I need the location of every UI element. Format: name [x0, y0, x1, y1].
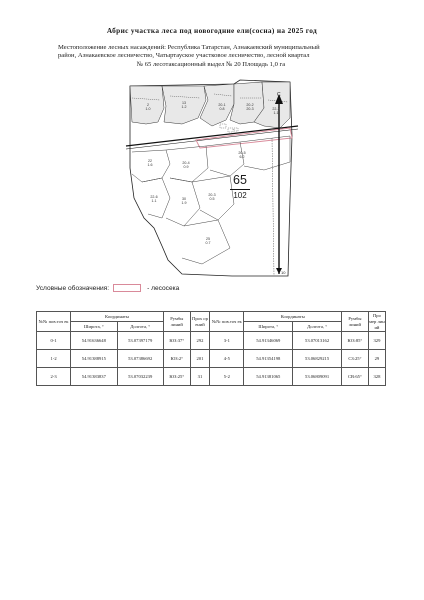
- north-label: С: [277, 92, 281, 98]
- legend-item: - лесосека: [147, 284, 180, 292]
- cell-point: 2-3: [37, 368, 71, 386]
- table-row: [37, 350, 386, 368]
- quarter-number: 65: [233, 173, 247, 187]
- cell-longitude-2: 53.06809091: [293, 368, 342, 386]
- parcel-label-c: 20-1 0.8: [218, 103, 226, 111]
- parcel-label-e: 22-3 1.1: [272, 107, 280, 115]
- cell-rhumb-2: СЗ:25°: [341, 350, 368, 368]
- arrow-number: 10: [281, 270, 286, 275]
- cell-rhumb: ЮЗ:25°: [163, 368, 190, 386]
- cell-latitude: 54.91388915: [71, 350, 117, 368]
- header-latitude: Широта, °: [71, 322, 117, 332]
- parcel-label-d: 20-2 20-3: [246, 103, 254, 111]
- header-rhumb: Румбы линий: [163, 312, 190, 332]
- cell-length: 201: [190, 350, 210, 368]
- cell-latitude-2: 54.91381065: [244, 368, 293, 386]
- cell-point: 0-1: [37, 332, 71, 350]
- cell-latitude: 54.91383837: [71, 368, 117, 386]
- cell-latitude: 54.91636648: [71, 332, 117, 350]
- parcel-label-b: 13 1.2: [181, 101, 187, 109]
- cell-point-2: 4-5: [210, 350, 244, 368]
- cell-rhumb-2: ЮЗ:85°: [341, 332, 368, 350]
- parcel-label-f: 22 1.6: [147, 159, 153, 167]
- header-point-no: №№ пов.точ ек: [37, 312, 71, 332]
- cell-rhumb: ЮЗ:2°: [163, 350, 190, 368]
- parcel-label-h: 20-5 6.2: [238, 151, 246, 159]
- cell-latitude-2: 54.91346069: [244, 332, 293, 350]
- header-longitude: Долгота, °: [117, 322, 163, 332]
- legend-swatch: [113, 284, 141, 292]
- location-description: [58, 44, 364, 69]
- header-coordinates: Координаты: [71, 312, 164, 322]
- cell-longitude: 53.07386692: [117, 350, 163, 368]
- parcel-label-a: 2 1.0: [145, 103, 151, 111]
- cell-point-2: 5-2: [210, 368, 244, 386]
- table-row: [37, 332, 386, 350]
- quarter-area: 102: [233, 191, 247, 200]
- quarter-fraction-line: [230, 189, 250, 190]
- cell-longitude: 53.07397179: [117, 332, 163, 350]
- cell-longitude-2: 53.07013162: [293, 332, 342, 350]
- right-strip: [272, 138, 274, 276]
- cell-length: 292: [190, 332, 210, 350]
- cell-rhumb-2: СВ:65°: [341, 368, 368, 386]
- header-latitude-2: Широта, °: [244, 322, 293, 332]
- parcel-label-j: 30 1.9: [181, 197, 187, 205]
- forest-plot-map: [122, 78, 302, 278]
- plot-lesoseka-outline: [196, 128, 292, 148]
- cell-longitude-2: 53.06829215: [293, 350, 342, 368]
- cell-point: 1-2: [37, 350, 71, 368]
- table-row: [37, 368, 386, 386]
- header-rhumb-2: Румбы линий: [341, 312, 368, 332]
- header-length: Прох ор ений: [190, 312, 210, 332]
- legend: [36, 284, 179, 292]
- location-line-3: № 65 лесотаксационный выдел № 20 Площадь 1,0 га: [136, 60, 286, 68]
- cell-latitude-2: 54.91354198: [244, 350, 293, 368]
- header-longitude-2: Долгота, °: [293, 322, 342, 332]
- parcel-label-g: 20-4 0.9: [182, 161, 190, 169]
- cell-longitude: 53.07032239: [117, 368, 163, 386]
- header-point-no-2: №№ пов.точ ек: [210, 312, 244, 332]
- cell-length-2: 328: [368, 368, 385, 386]
- header-length-2: Про мер лин ий: [369, 312, 385, 330]
- legend-label: Условные обозначения:: [36, 284, 110, 292]
- document-title: Абрис участка леса под новогодние ели(сосна) на 2025 год: [106, 26, 318, 35]
- parcel-label-i: 22-6 1.1: [150, 195, 158, 203]
- location-line-1: Местоположение лесных насаждений: Республика Татарстан, Азнакаевский муниципальный: [58, 44, 320, 51]
- parcel-label-l: 25 0.7: [205, 237, 211, 245]
- cell-point-2: 3-1: [210, 332, 244, 350]
- cell-length-2: 329: [368, 332, 385, 350]
- cell-rhumb: ЮЗ:37°: [163, 332, 190, 350]
- header-coordinates-2: Координаты: [244, 312, 342, 322]
- parcel-label-k: 20-3 0.5: [208, 193, 216, 201]
- cell-length: 31: [190, 368, 210, 386]
- location-line-2: район, Азнакаевское лесничество, Чатыртауское участковое лесничество, лесной квартал: [58, 52, 310, 60]
- coordinates-table: [36, 311, 386, 386]
- cell-length-2: 29: [368, 350, 385, 368]
